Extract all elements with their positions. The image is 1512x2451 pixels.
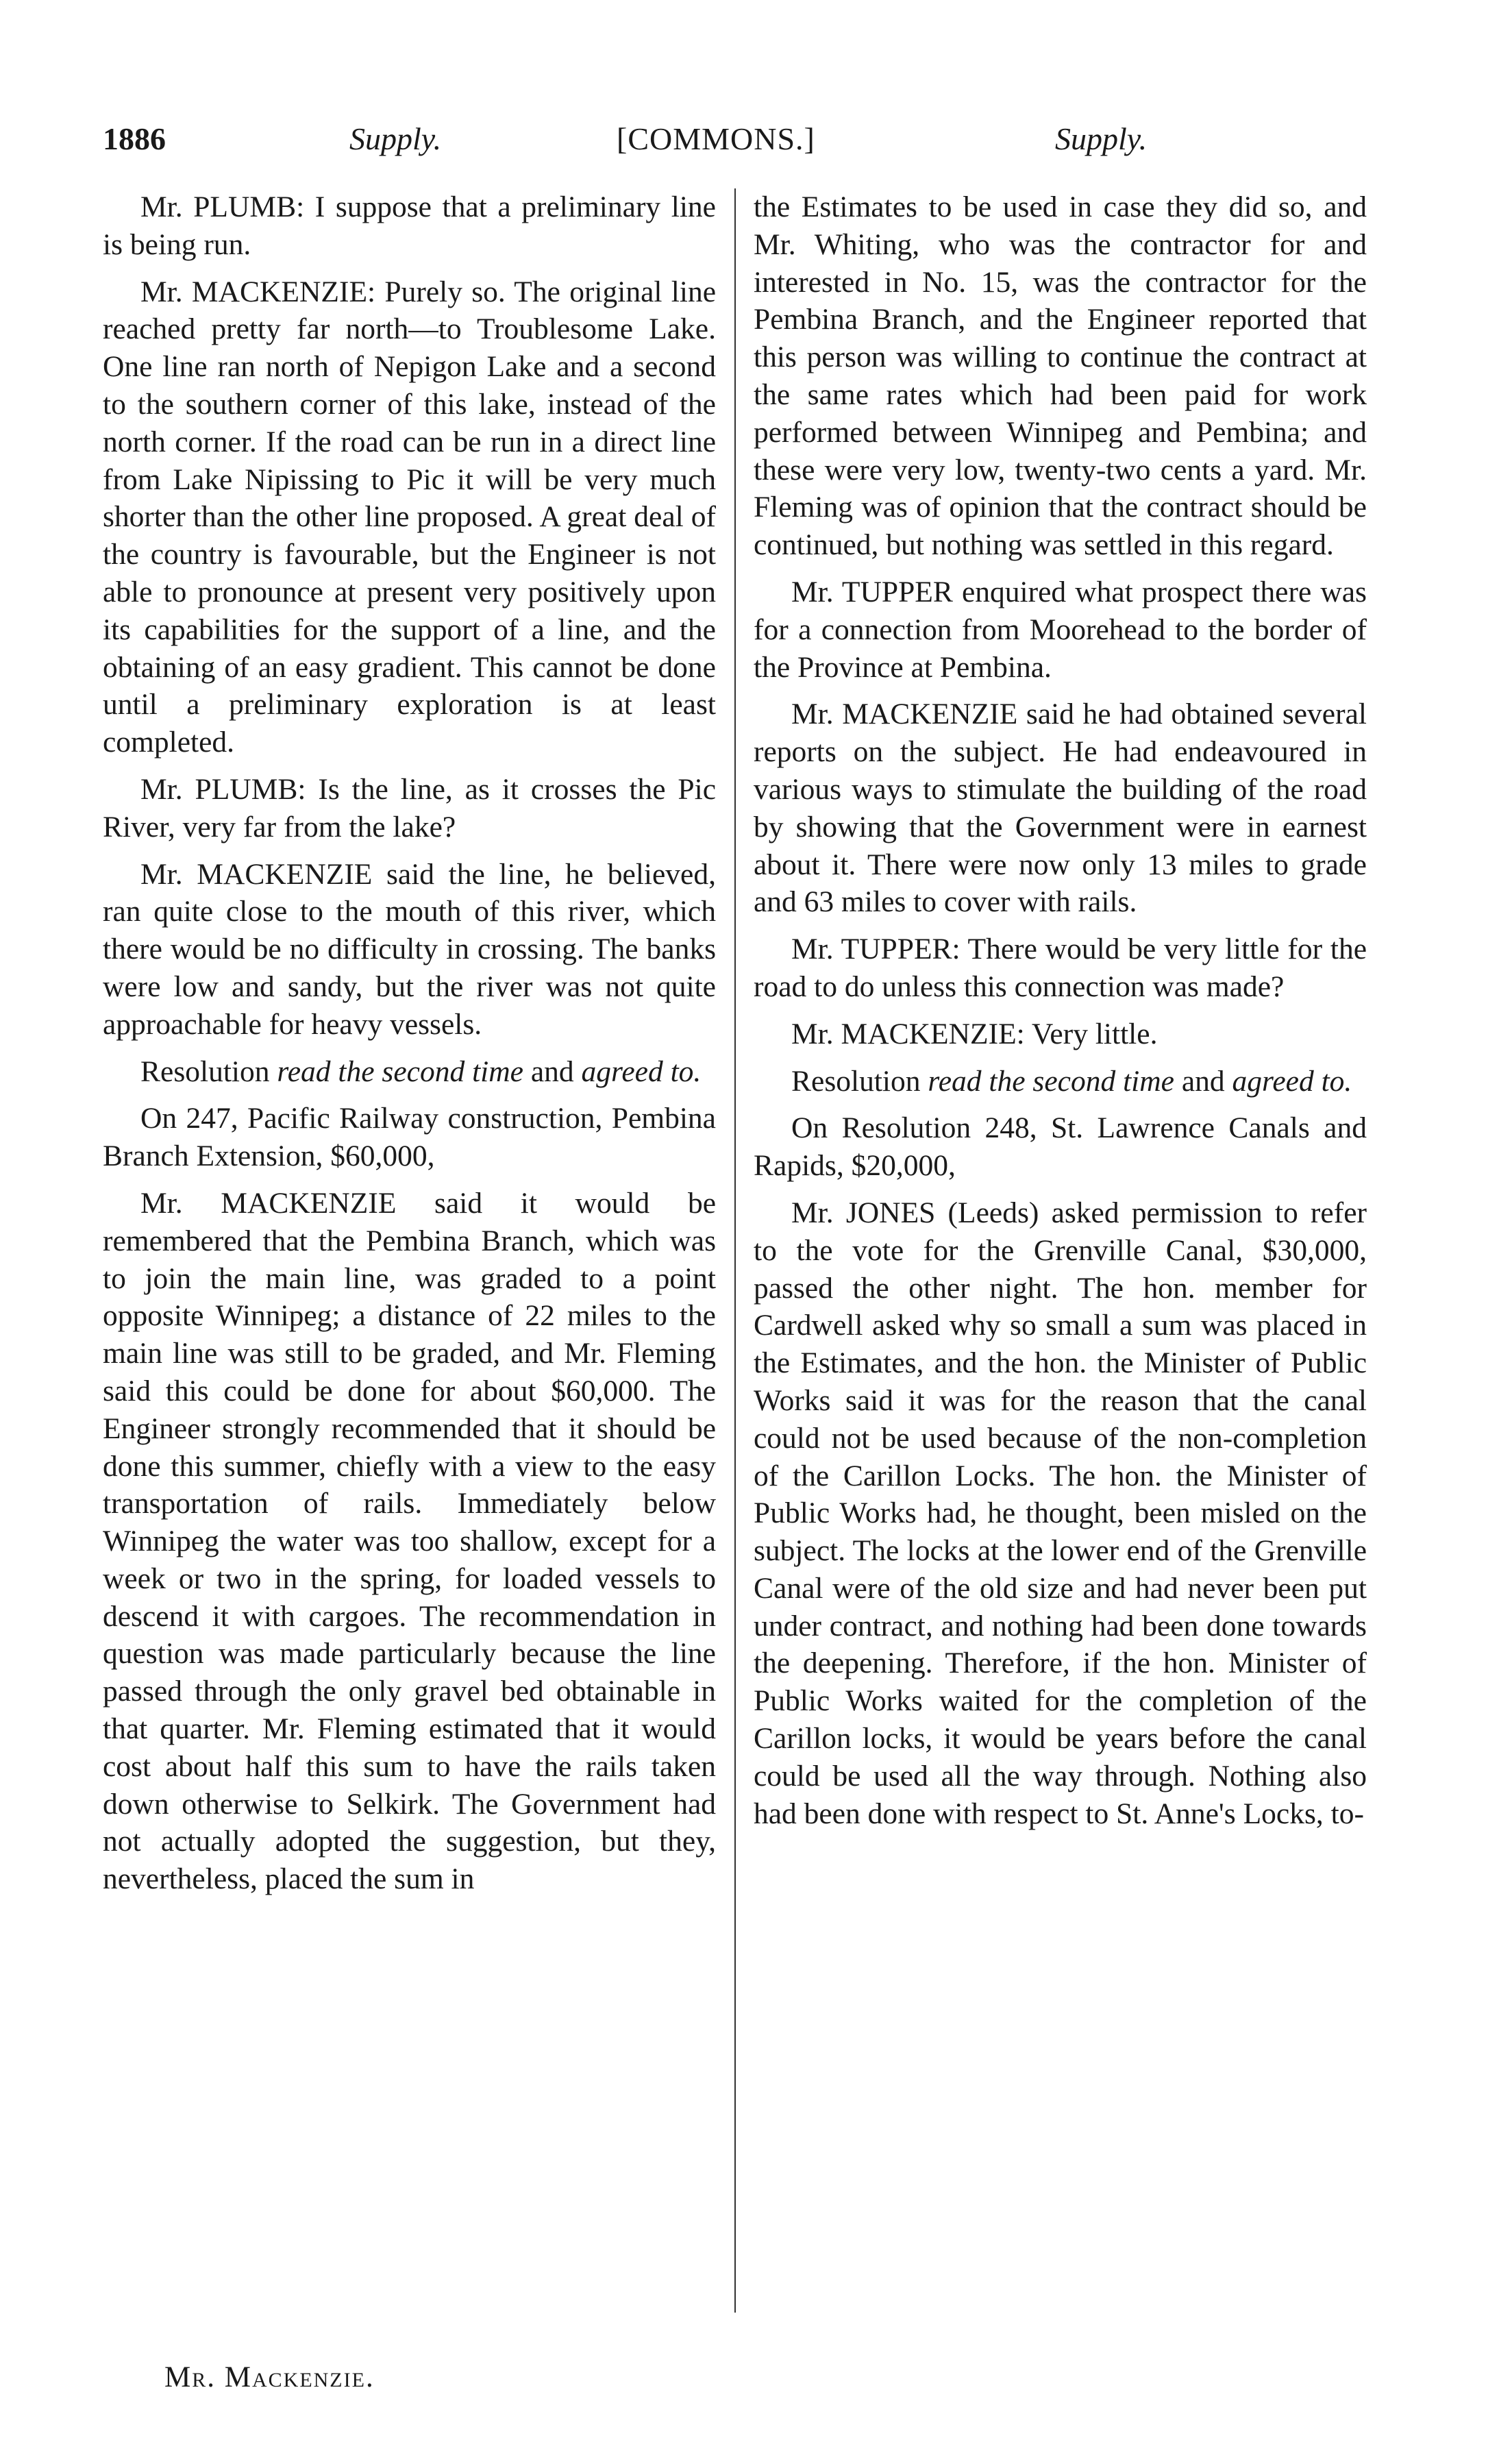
paragraph: Mr. MACKENZIE said it would be remembered that the Pembina Branch, which was to join the main line, was graded to a point opposite Winnipeg; a distance of 22 miles to the main line was still to be graded, and Mr. Fleming said this could be done for about $60,000. The Engineer strongly recommended that it should be done this summer, chiefly with a view to the easy transportation of rails. Immediately below Winnipeg the water was too shallow, except for a week or two in the spring, for loaded vessels to descend it with cargoes. The recommendation in question was made particularly because the line passed through the only gravel bed obtainable in that quarter. Mr. Fleming estimated that it would cost about half this sum to have the rails taken down otherwise to Selkirk. The Government had not actually adopted the suggestion, but they, nevertheless, placed the sum in — [103, 1186, 716, 1896]
paragraph: On 247, Pacific Railway construction, Pembina Branch Extension, $60,000, — [103, 1102, 716, 1173]
paragraph: Mr. MACKENZIE: Purely so. The original line reached pretty far north—to Troublesome Lake. One line ran north of Nepigon Lake and a second to the southern corner of this lake, instead of the north corner. If the road can be run in a direct line from Lake Nipissing to Pic it will be very much shorter than the other line proposed. A great deal of the country is favourable, but the Engineer is not able to pronounce at present very positively upon its capabilities for the support of a line, and the obtaining of an easy gradient. This cannot be done until a preliminary exploration is at least completed. — [103, 275, 716, 759]
resolution-text: Resolution — [140, 1055, 277, 1088]
resolution-text: Resolution — [791, 1064, 928, 1098]
left-column — [103, 188, 716, 1908]
paragraph: Mr. TUPPER: There would be very little for the road to do unless this connection was made? — [754, 933, 1367, 1003]
paragraph: the Estimates to be used in case they did so, and Mr. Whiting, who was the contractor for and interested in No. 15, was the contractor for the Pembina Branch, and the Engineer reported that this person was willing to continue the contract at the same rates which had been paid for work performed between Winnipeg and Pembina; and these were very low, twenty-two cents a yard. Mr. Fleming was of opinion that the contract should be continued, but nothing was settled in this regard. — [754, 190, 1367, 562]
resolution-text: and — [523, 1055, 582, 1088]
page-number: 1886 — [103, 121, 166, 156]
resolution-italic: read the second time — [928, 1064, 1174, 1098]
paragraph: Mr. TUPPER enquired what prospect there was for a connection from Moorehead to the border of the Province at Pembina. — [754, 575, 1367, 684]
resolution-italic: agreed to. — [1232, 1064, 1352, 1098]
paragraph: Mr. JONES (Leeds) asked permission to refer to the vote for the Grenville Canal, $30,000, passed the other night. The hon. member for Cardwell asked why so small a sum was placed in the Estimates, and the hon. the Minister of Public Works said it was for the reason that the canal could not be used because of the non-completion of the Carillon Locks. The hon. the Minister of Public Works had, he thought, been misled on the subject. The locks at the lower end of the Grenville Canal were of the old size and had never been put under contract, and nothing had been done towards the deepening. Therefore, if the hon. Minister of Public Works waited for the completion of the Carillon locks, it would be years before the canal could be used all the way through. Nothing also had been done with respect to St. Anne's Locks, to- — [754, 1196, 1367, 1830]
running-title-center: [COMMONS.] — [617, 121, 815, 156]
footer-speaker: Mr. Mackenzie. — [164, 2361, 375, 2393]
running-title-left: Supply. — [349, 121, 442, 156]
paragraph — [103, 1053, 716, 1091]
resolution-italic: read the second time — [277, 1055, 523, 1088]
page-header — [103, 115, 1178, 163]
paragraph — [754, 1063, 1367, 1100]
paragraph: Mr. PLUMB: I suppose that a preliminary line is being run. — [103, 190, 716, 261]
paragraph: Mr. MACKENZIE: Very little. — [791, 1017, 1158, 1050]
running-title-right: Supply. — [1055, 121, 1148, 156]
column-divider — [734, 188, 736, 2313]
resolution-text: and — [1174, 1064, 1232, 1098]
right-column — [754, 188, 1367, 1842]
paragraph: Mr. PLUMB: Is the line, as it crosses the Pic River, very far from the lake? — [103, 772, 716, 843]
resolution-italic: agreed to. — [581, 1055, 702, 1088]
paragraph: On Resolution 248, St. Lawrence Canals and Rapids, $20,000, — [754, 1111, 1367, 1183]
paragraph: Mr. MACKENZIE said the line, he believed, ran quite close to the mouth of this river, which there would be no difficulty in crossing. The banks were low and sandy, but the river was not quite approachable for heavy vessels. — [103, 857, 716, 1041]
paragraph: Mr. MACKENZIE said he had obtained several reports on the subject. He had endeavoured in various ways to stimulate the building of the road by showing that the Government were in earnest about it. There were now only 13 miles to grade and 63 miles to cover with rails. — [754, 698, 1367, 919]
